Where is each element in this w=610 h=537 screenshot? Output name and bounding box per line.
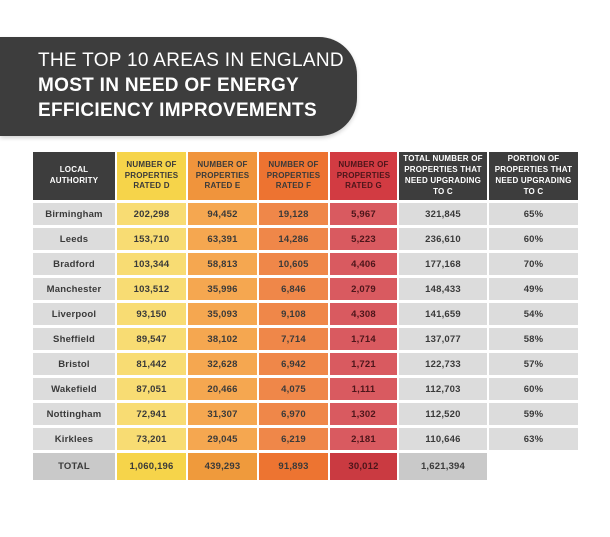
value-cell-rated_e: 38,102: [188, 328, 257, 350]
value-cell-rated_e: 29,045: [188, 428, 257, 450]
row-label-cell: Bradford: [33, 253, 115, 275]
value-cell-portion_need: 49%: [489, 278, 578, 300]
table-row: [33, 253, 578, 275]
value-cell-rated_f: 6,219: [259, 428, 328, 450]
value-cell-rated_f: 9,108: [259, 303, 328, 325]
row-label-cell: TOTAL: [33, 453, 115, 480]
value-cell-rated_g: 4,406: [330, 253, 397, 275]
value-cell-total_need: 148,433: [399, 278, 487, 300]
value-cell-rated_f: 6,846: [259, 278, 328, 300]
title-line-1: THE TOP 10 AREAS IN ENGLAND: [38, 50, 344, 72]
row-label-cell: Leeds: [33, 228, 115, 250]
value-cell-rated_e: 63,391: [188, 228, 257, 250]
table-row: [33, 403, 578, 425]
value-cell-rated_g: 5,223: [330, 228, 397, 250]
value-cell-total_need: 110,646: [399, 428, 487, 450]
value-cell-rated_g: 30,012: [330, 453, 397, 480]
column-header-authority: LOCAL AUTHORITY: [33, 152, 115, 200]
value-cell-rated_f: 7,714: [259, 328, 328, 350]
table-row: [33, 303, 578, 325]
value-cell-portion_need: 60%: [489, 378, 578, 400]
value-cell-rated_g: 1,714: [330, 328, 397, 350]
table-row: [33, 378, 578, 400]
value-cell-rated_f: 91,893: [259, 453, 328, 480]
value-cell-rated_e: 32,628: [188, 353, 257, 375]
value-cell-total_need: 112,703: [399, 378, 487, 400]
value-cell-total_need: 177,168: [399, 253, 487, 275]
row-label-cell: Wakefield: [33, 378, 115, 400]
row-label-cell: Manchester: [33, 278, 115, 300]
column-header-portion_need: PORTION OF PROPERTIES THAT NEED UPGRADING TO C: [489, 152, 578, 200]
value-cell-rated_d: 89,547: [117, 328, 186, 350]
value-cell-total_need: 236,610: [399, 228, 487, 250]
value-cell-rated_e: 94,452: [188, 203, 257, 225]
value-cell-portion_need: 54%: [489, 303, 578, 325]
value-cell-rated_d: 103,344: [117, 253, 186, 275]
value-cell-rated_f: 14,286: [259, 228, 328, 250]
title-line-2: MOST IN NEED OF ENERGY: [38, 75, 300, 97]
value-cell-rated_f: 10,605: [259, 253, 328, 275]
value-cell-rated_e: 58,813: [188, 253, 257, 275]
value-cell-total_need: 1,621,394: [399, 453, 487, 480]
row-label-cell: Bristol: [33, 353, 115, 375]
column-header-rated_e: NUMBER OF PROPERTIES RATED E: [188, 152, 257, 200]
column-header-total_need: TOTAL NUMBER OF PROPERTIES THAT NEED UPGRADING TO C: [399, 152, 487, 200]
title-block: [0, 37, 357, 136]
value-cell-rated_e: 31,307: [188, 403, 257, 425]
row-label-cell: Liverpool: [33, 303, 115, 325]
row-label-cell: Sheffield: [33, 328, 115, 350]
value-cell-total_need: 137,077: [399, 328, 487, 350]
value-cell-total_need: 112,520: [399, 403, 487, 425]
value-cell-portion_need: 65%: [489, 203, 578, 225]
value-cell-rated_d: 153,710: [117, 228, 186, 250]
column-header-rated_f: NUMBER OF PROPERTIES RATED F: [259, 152, 328, 200]
header-row: [33, 152, 578, 200]
value-cell-rated_f: 19,128: [259, 203, 328, 225]
value-cell-rated_g: 1,721: [330, 353, 397, 375]
value-cell-total_need: 321,845: [399, 203, 487, 225]
value-cell-rated_d: 87,051: [117, 378, 186, 400]
value-cell-rated_g: 2,079: [330, 278, 397, 300]
value-cell-rated_g: 4,308: [330, 303, 397, 325]
value-cell-portion_need: 57%: [489, 353, 578, 375]
data-table: [31, 149, 580, 483]
table-row: [33, 203, 578, 225]
title-line-3: EFFICIENCY IMPROVEMENTS: [38, 99, 317, 121]
value-cell-rated_f: 4,075: [259, 378, 328, 400]
total-row: [33, 453, 578, 480]
value-cell-portion_need: 58%: [489, 328, 578, 350]
value-cell-rated_e: 20,466: [188, 378, 257, 400]
value-cell-portion_need: 70%: [489, 253, 578, 275]
column-header-rated_g: NUMBER OF PROPERTIES RATED G: [330, 152, 397, 200]
table-row: [33, 278, 578, 300]
value-cell-rated_g: 1,111: [330, 378, 397, 400]
row-label-cell: Nottingham: [33, 403, 115, 425]
row-label-cell: Birmingham: [33, 203, 115, 225]
value-cell-portion_need: 63%: [489, 428, 578, 450]
value-cell-rated_e: 35,996: [188, 278, 257, 300]
table-row: [33, 328, 578, 350]
value-cell-portion_need: 59%: [489, 403, 578, 425]
value-cell-rated_d: 72,941: [117, 403, 186, 425]
table-row: [33, 428, 578, 450]
value-cell-rated_e: 35,093: [188, 303, 257, 325]
value-cell-rated_d: 1,060,196: [117, 453, 186, 480]
column-header-rated_d: NUMBER OF PROPERTIES RATED D: [117, 152, 186, 200]
value-cell-rated_g: 5,967: [330, 203, 397, 225]
row-label-cell: Kirklees: [33, 428, 115, 450]
value-cell-total_need: 122,733: [399, 353, 487, 375]
value-cell-rated_d: 103,512: [117, 278, 186, 300]
value-cell-rated_d: 93,150: [117, 303, 186, 325]
value-cell-total_need: 141,659: [399, 303, 487, 325]
value-cell-rated_e: 439,293: [188, 453, 257, 480]
value-cell-rated_d: 73,201: [117, 428, 186, 450]
value-cell-rated_g: 2,181: [330, 428, 397, 450]
value-cell-rated_f: 6,970: [259, 403, 328, 425]
value-cell-rated_f: 6,942: [259, 353, 328, 375]
value-cell-rated_g: 1,302: [330, 403, 397, 425]
value-cell-portion_need: [489, 453, 578, 480]
value-cell-rated_d: 81,442: [117, 353, 186, 375]
table-row: [33, 353, 578, 375]
value-cell-rated_d: 202,298: [117, 203, 186, 225]
value-cell-portion_need: 60%: [489, 228, 578, 250]
table-row: [33, 228, 578, 250]
